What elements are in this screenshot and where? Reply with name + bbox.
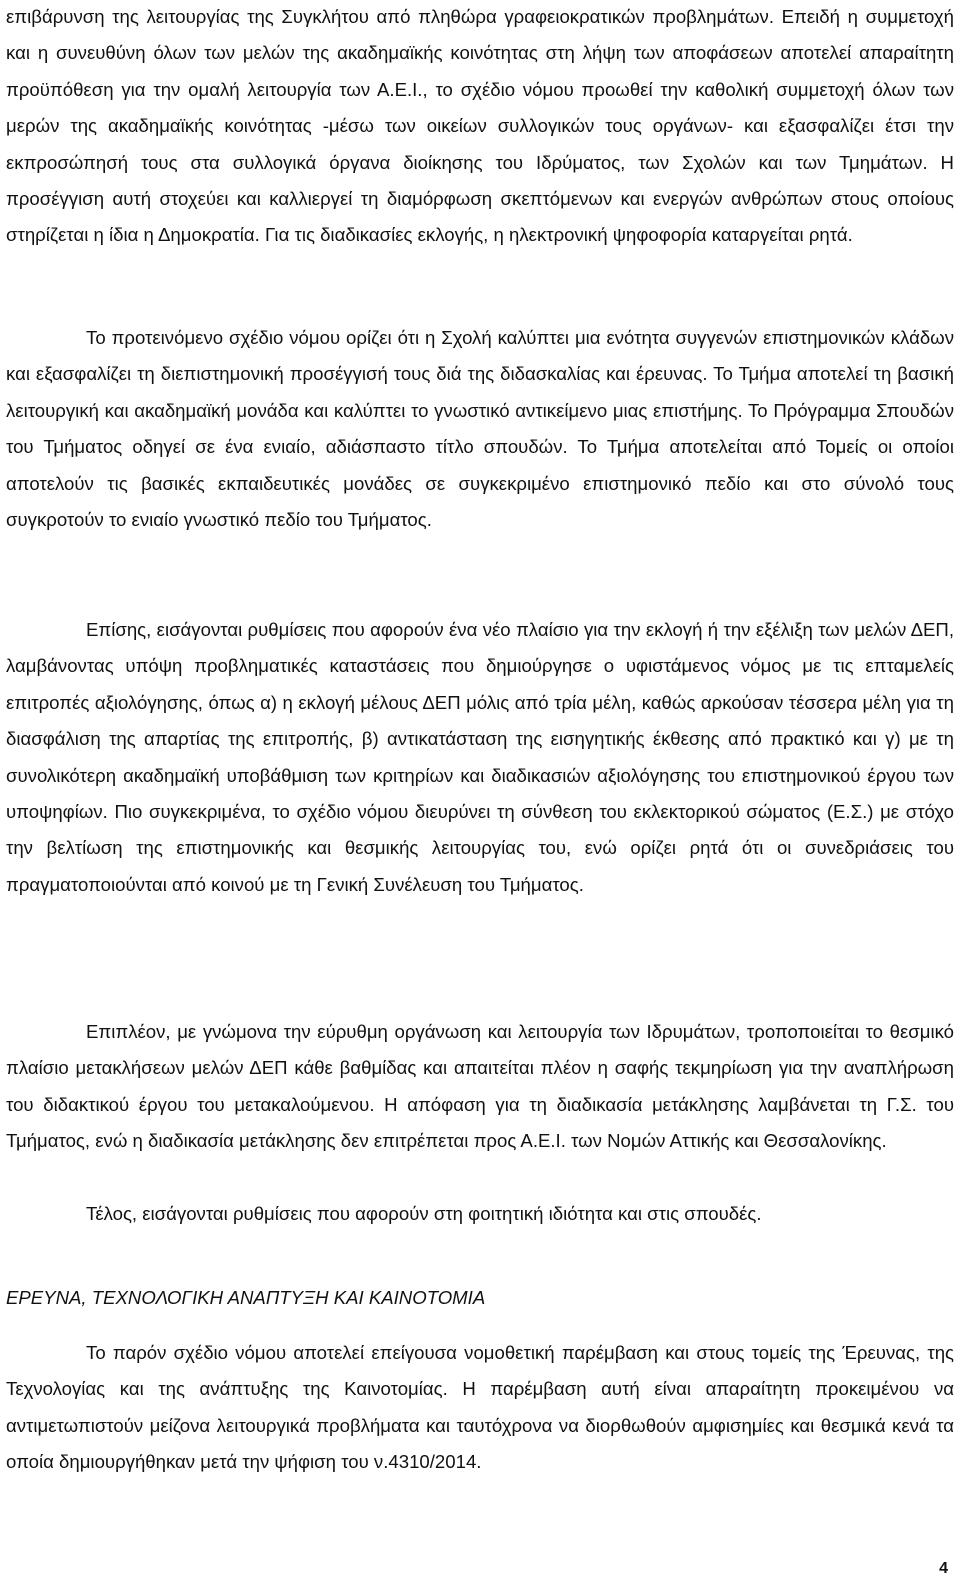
paragraph-research-intro: Το παρόν σχέδιο νόμου αποτελεί επείγουσα νομοθετική παρέμβαση και στους τομείς της Έρευνας, της Τεχνολογίας και της ανάπτυξης της Καινοτομίας. Η παρέμβαση αυτή είναι απαραίτητη προκειμένου να αντιμετωπιστούν μείζονα λειτουργικά προβλήματα και ταυτόχρονα να διορθωθούν αμφισημίες και θεσμικά κενά τα οποία δημιουργήθηκαν μετά την ψήφιση του ν.4310/2014. — [6, 1342, 954, 1473]
paragraph-dep-election: Επίσης, εισάγονται ρυθμίσεις που αφορούν ένα νέο πλαίσιο για την εκλογή ή την εξέλιξη των μελών ΔΕΠ, λαμβάνοντας υπόψη προβληματικές καταστάσεις που δημιούργησε ο υφιστάμενος νόμος με τις επταμελείς επιτροπές αξιολόγησης, όπως α) η εκλογή μέλους ΔΕΠ μόλις από τρία μέλη, καθώς αρκούσαν τέσσερα μέλη για τη διασφάλιση της απαρτίας της επιτροπής, β) αντικατάσταση της εισηγητικής έκθεσης από πρακτικό και γ) με τη συνολικότερη ακαδημαϊκή υποβάθμιση των κριτηρίων και διαδικασιών αξιολόγησης του επιστημονικού έργου των υποψηφίων. Πιο συγκεκριμένα, το σχέδιο νόμου διευρύνει τη σύνθεση του εκλεκτορικού σώματος (Ε.Σ.) με στόχο την βελτίωση της επιστημονικής και θεσμικής λειτουργίας του, ενώ ορίζει ρητά ότι οι συνεδριάσεις του πραγματοποιούνται από κοινού με τη Γενική Συνέλευση του Τμήματος. — [6, 619, 954, 895]
document-page — [6, 0, 954, 1594]
section-heading: ΕΡΕΥΝΑ, ΤΕΧΝΟΛΟΓΙΚΗ ΑΝΑΠΤΥΞΗ ΚΑΙ ΚΑΙΝΟΤΟΜΙΑ — [6, 1287, 486, 1308]
paragraph-faculty-structure: Το προτεινόμενο σχέδιο νόμου ορίζει ότι η Σχολή καλύπτει μια ενότητα συγγενών επιστημονικών κλάδων και εξασφαλίζει τη διεπιστημονική προσέγγισή τους διά της διδασκαλίας και έρευνας. Το Τμήμα αποτελεί τη βασική λειτουργική και ακαδημαϊκή μονάδα και καλύπτει το γνωστικό αντικείμενο μιας επιστήμης. Το Πρόγραμμα Σπουδών του Τμήματος οδηγεί σε ένα ενιαίο, αδιάσπαστο τίτλο σπουδών. Το Τμήμα αποτελείται από Τομείς οι οποίοι αποτελούν τις βασικές εκπαιδευτικές μονάδες σε συγκεκριμένο επιστημονικό πεδίο και στο σύνολό τους συγκροτούν το ενιαίο γνωστικό πεδίο του Τμήματος. — [6, 327, 954, 531]
paragraph-continuation: επιβάρυνση της λειτουργίας της Συγκλήτου από πληθώρα γραφειοκρατικών προβλημάτων. Επειδή η συμμετοχή και η συνευθύνη όλων των μελών της ακαδημαϊκής κοινότητας στη λήψη των αποφάσεων αποτελεί απαραίτητη προϋπόθεση για την ομαλή λειτουργία των Α.Ε.Ι., το σχέδιο νόμου προωθεί την καθολική συμμετοχή όλων των μερών της ακαδημαϊκής κοινότητας -μέσω των οικείων συλλογικών τους οργάνων- και εξασφαλίζει έτσι την εκπροσώπησή τους στα συλλογικά όργανα διοίκησης του Ιδρύματος, των Σχολών και των Τμημάτων. Η προσέγγιση αυτή στοχεύει και καλλιεργεί τη διαμόρφωση σκεπτόμενων και ενεργών ανθρώπων στους οποίους στηρίζεται η ίδια η Δημοκρατία. Για τις διαδικασίες εκλογής, η ηλεκτρονική ψηφοφορία καταργείται ρητά. — [6, 6, 954, 246]
page-number: 4 — [939, 1560, 948, 1577]
paragraph-dep-secondment: Επιπλέον, με γνώμονα την εύρυθμη οργάνωση και λειτουργία των Ιδρυμάτων, τροποποιείται το θεσμικό πλαίσιο μετακλήσεων μελών ΔΕΠ κάθε βαθμίδας και απαιτείται πλέον η σαφής τεκμηρίωση για την αναπλήρωση του διδακτικού έργου του μετακαλούμενου. Η απόφαση για τη διαδικασία μετάκλησης λαμβάνεται τη Γ.Σ. του Τμήματος, ενώ η διαδικασία μετάκλησης δεν επιτρέπεται προς Α.Ε.Ι. των Νομών Αττικής και Θεσσαλονίκης. — [6, 1021, 954, 1152]
paragraph-student-status: Τέλος, εισάγονται ρυθμίσεις που αφορούν στη φοιτητική ιδιότητα και στις σπουδές. — [86, 1203, 762, 1224]
